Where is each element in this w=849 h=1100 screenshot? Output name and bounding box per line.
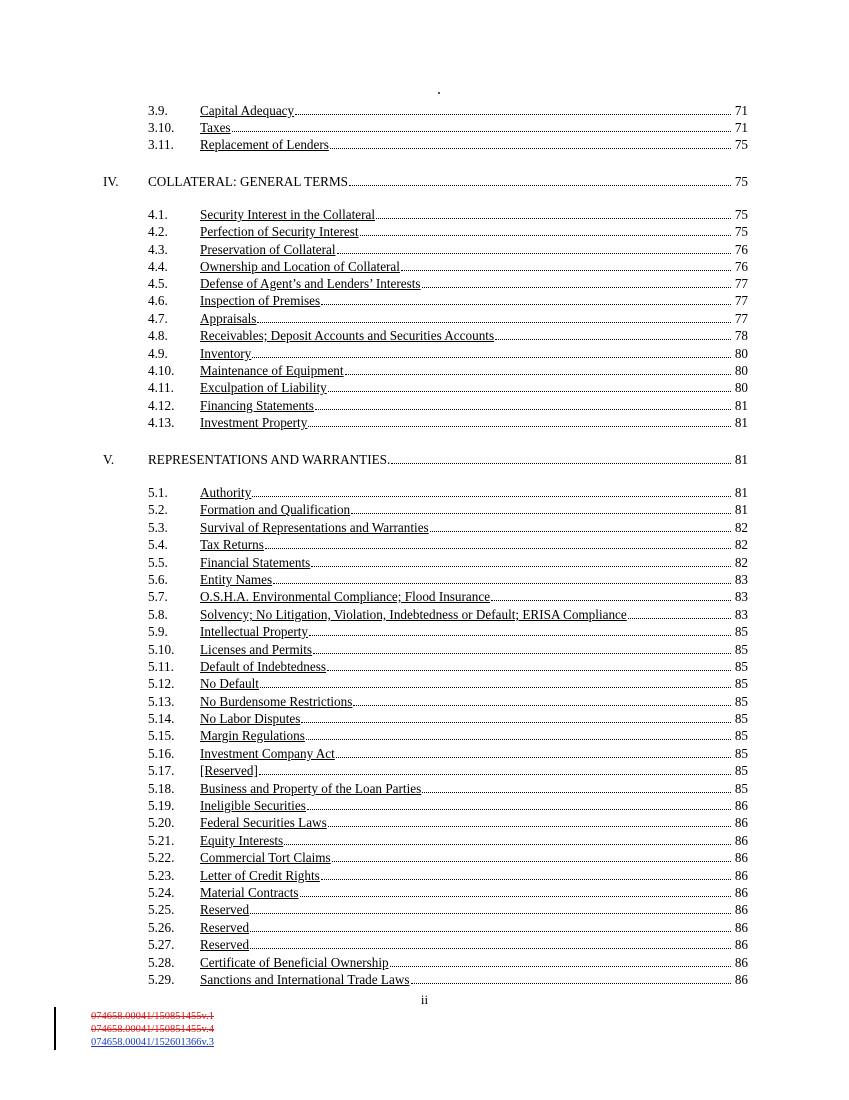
entry-title[interactable]: Ownership and Location of Collateral: [200, 259, 400, 274]
entry-page: 81: [734, 485, 748, 500]
toc-section-heading-iv[interactable]: [103, 172, 748, 189]
entry-number: 5.18.: [148, 781, 175, 796]
entry-number: 5.27.: [148, 937, 175, 952]
dot-leader: [321, 879, 731, 880]
toc-entry[interactable]: [148, 257, 748, 274]
entry-number: 5.14.: [148, 711, 175, 726]
entry-number: 5.23.: [148, 868, 175, 883]
entry-page: 82: [734, 555, 748, 570]
entry-title[interactable]: Replacement of Lenders: [200, 137, 329, 152]
entry-title[interactable]: Solvency; No Litigation, Violation, Indebtedness or Default; ERISA Compliance: [200, 607, 627, 622]
dot-leader: [422, 287, 731, 288]
entry-page: 82: [734, 537, 748, 552]
dot-leader: [321, 304, 731, 305]
entry-page: 80: [734, 363, 748, 378]
toc-entry[interactable]: [148, 587, 748, 604]
entry-page: 85: [734, 728, 748, 743]
entry-number: 4.5.: [148, 276, 168, 291]
entry-title[interactable]: Maintenance of Equipment: [200, 363, 344, 378]
dot-leader: [259, 774, 731, 775]
entry-number: 5.21.: [148, 833, 175, 848]
current-document-id[interactable]: 074658.00041/152601366v.3: [91, 1037, 214, 1048]
section-title[interactable]: COLLATERAL: GENERAL TERMS: [148, 174, 349, 189]
dot-leader: [307, 809, 731, 810]
entry-page: 71: [734, 120, 748, 135]
entry-title[interactable]: Reserved: [200, 937, 250, 952]
toc-entry[interactable]: [148, 883, 748, 900]
toc-entry[interactable]: [148, 692, 748, 709]
entry-page: 81: [734, 502, 748, 517]
toc-entry[interactable]: [148, 309, 748, 326]
dot-leader: [390, 966, 731, 967]
entry-page: 86: [734, 955, 748, 970]
dot-leader: [411, 983, 732, 984]
section-page: 75: [734, 174, 748, 189]
toc-section-heading-v[interactable]: [103, 450, 748, 467]
dot-leader: [313, 653, 731, 654]
entry-title[interactable]: Financing Statements: [200, 398, 314, 413]
entry-page: 85: [734, 781, 748, 796]
entry-title[interactable]: Default of Indebtedness: [200, 659, 326, 674]
dot-leader: [300, 896, 731, 897]
entry-page: 86: [734, 815, 748, 830]
toc-entry[interactable]: [148, 726, 748, 743]
entry-page: 83: [734, 607, 748, 622]
entry-page: 75: [734, 207, 748, 222]
dot-leader: [401, 270, 731, 271]
dot-leader: [273, 583, 731, 584]
entry-number: 4.8.: [148, 328, 168, 343]
toc-entry[interactable]: [148, 622, 748, 639]
entry-number: 4.9.: [148, 346, 168, 361]
entry-title[interactable]: Equity Interests: [200, 833, 284, 848]
dot-leader: [306, 739, 731, 740]
section-number: V.: [103, 452, 115, 467]
toc-entry[interactable]: [148, 605, 748, 622]
section-title[interactable]: REPRESENTATIONS AND WARRANTIES.: [148, 452, 391, 467]
entry-page: 86: [734, 920, 748, 935]
dot-leader: [257, 322, 731, 323]
entry-number: 3.11.: [148, 137, 174, 152]
entry-title[interactable]: Inventory: [200, 346, 252, 361]
entry-title[interactable]: Taxes: [200, 120, 231, 135]
entry-number: 5.26.: [148, 920, 175, 935]
entry-number: 5.2.: [148, 502, 168, 517]
dot-leader: [349, 185, 731, 186]
entry-page: 80: [734, 346, 748, 361]
toc-entry[interactable]: [148, 101, 748, 118]
entry-page: 85: [734, 746, 748, 761]
deleted-document-id: 074658.00041/150851455v.1: [91, 1011, 214, 1022]
entry-number: 5.16.: [148, 746, 175, 761]
entry-page: 85: [734, 642, 748, 657]
toc-entry[interactable]: [148, 796, 748, 813]
dot-leader: [360, 235, 731, 236]
dot-leader: [376, 218, 731, 219]
dot-leader: [309, 635, 731, 636]
entry-number: 4.12.: [148, 398, 175, 413]
dot-leader: [250, 931, 731, 932]
entry-page: 86: [734, 937, 748, 952]
entry-number: 4.6.: [148, 293, 168, 308]
entry-number: 5.19.: [148, 798, 175, 813]
dot-leader: [265, 548, 731, 549]
dot-leader: [327, 670, 731, 671]
toc-entry[interactable]: [148, 570, 748, 587]
entry-number: 5.12.: [148, 676, 175, 691]
entry-number: 4.2.: [148, 224, 168, 239]
entry-page: 82: [734, 520, 748, 535]
entry-page: 81: [734, 415, 748, 430]
entry-title[interactable]: Receivables; Deposit Accounts and Securities Accounts: [200, 328, 495, 343]
toc-entry[interactable]: [148, 483, 748, 500]
dot-leader: [330, 148, 731, 149]
entry-title[interactable]: No Labor Disputes: [200, 711, 301, 726]
dot-leader: [328, 391, 731, 392]
entry-page: 83: [734, 589, 748, 604]
toc-entry[interactable]: [148, 831, 748, 848]
dot-leader: [295, 114, 731, 115]
entry-number: 5.17.: [148, 763, 175, 778]
entry-number: 3.9.: [148, 103, 168, 118]
entry-number: 5.20.: [148, 815, 175, 830]
entry-page: 85: [734, 694, 748, 709]
toc-entry[interactable]: [148, 291, 748, 308]
section-number: IV.: [103, 174, 119, 189]
dot-leader: [351, 513, 731, 514]
dot-leader: [491, 600, 731, 601]
dot-leader: [337, 253, 732, 254]
entry-number: 5.10.: [148, 642, 175, 657]
toc-entry[interactable]: [148, 344, 748, 361]
dot-leader: [250, 913, 731, 914]
toc-entry[interactable]: [148, 953, 748, 970]
deleted-document-id: 074658.00041/150851455v.4: [91, 1024, 214, 1035]
entry-title[interactable]: Federal Securities Laws: [200, 815, 327, 830]
toc-entry[interactable]: [148, 709, 748, 726]
entry-title[interactable]: Authority: [200, 485, 252, 500]
entry-title[interactable]: Survival of Representations and Warranties: [200, 520, 429, 535]
entry-title[interactable]: Perfection of Security Interest: [200, 224, 359, 239]
entry-title[interactable]: Formation and Qualification: [200, 502, 351, 517]
section-page: 81: [734, 452, 748, 467]
toc-entry[interactable]: [148, 413, 748, 430]
entry-title[interactable]: Reserved: [200, 920, 250, 935]
entry-number: 5.25.: [148, 902, 175, 917]
entry-page: 85: [734, 763, 748, 778]
entry-title[interactable]: Sanctions and International Trade Laws: [200, 972, 410, 987]
entry-page: 81: [734, 398, 748, 413]
toc-entry[interactable]: [148, 640, 748, 657]
entry-number: 5.1.: [148, 485, 168, 500]
stray-dot: [438, 92, 440, 94]
entry-title[interactable]: Intellectual Property: [200, 624, 309, 639]
entry-title[interactable]: Financial Statements: [200, 555, 311, 570]
entry-title[interactable]: Licenses and Permits: [200, 642, 313, 657]
entry-page: 76: [734, 242, 748, 257]
entry-page: 86: [734, 798, 748, 813]
toc-entry[interactable]: [148, 205, 748, 222]
entry-number: 5.3.: [148, 520, 168, 535]
toc-entry[interactable]: [148, 240, 748, 257]
entry-number: 5.29.: [148, 972, 175, 987]
entry-number: 5.7.: [148, 589, 168, 604]
toc-entry[interactable]: [148, 866, 748, 883]
toc-entry[interactable]: [148, 674, 748, 691]
entry-page: 85: [734, 624, 748, 639]
entry-title[interactable]: Ineligible Securities: [200, 798, 306, 813]
toc-entry[interactable]: [148, 900, 748, 917]
dot-leader: [252, 496, 731, 497]
entry-page: 75: [734, 137, 748, 152]
entry-title[interactable]: No Default: [200, 676, 259, 691]
dot-leader: [260, 687, 731, 688]
entry-number: 3.10.: [148, 120, 175, 135]
entry-title[interactable]: Commercial Tort Claims: [200, 850, 331, 865]
entry-page: 77: [734, 293, 748, 308]
dot-leader: [430, 531, 731, 532]
entry-number: 5.6.: [148, 572, 168, 587]
entry-page: 85: [734, 676, 748, 691]
toc-entry[interactable]: [148, 813, 748, 830]
dot-leader: [422, 792, 731, 793]
entry-title[interactable]: Defense of Agent’s and Lenders’ Interests: [200, 276, 421, 291]
entry-page: 86: [734, 850, 748, 865]
entry-page: 86: [734, 902, 748, 917]
entry-title[interactable]: [Reserved]: [200, 763, 258, 778]
entry-number: 5.28.: [148, 955, 175, 970]
dot-leader: [332, 861, 731, 862]
toc-entry[interactable]: [148, 500, 748, 517]
entry-title[interactable]: Margin Regulations: [200, 728, 305, 743]
dot-leader: [250, 948, 731, 949]
entry-page: 76: [734, 259, 748, 274]
entry-page: 86: [734, 868, 748, 883]
dot-leader: [336, 757, 731, 758]
entry-title[interactable]: No Burdensome Restrictions: [200, 694, 353, 709]
entry-number: 5.9.: [148, 624, 168, 639]
entry-page: 75: [734, 224, 748, 239]
toc-entry[interactable]: [148, 535, 748, 552]
dot-leader: [284, 844, 731, 845]
toc-entry[interactable]: [148, 378, 748, 395]
page-number: ii: [420, 992, 429, 1007]
toc-entry[interactable]: [148, 222, 748, 239]
toc-entry[interactable]: [148, 744, 748, 761]
entry-title[interactable]: Investment Property: [200, 415, 308, 430]
toc-entry[interactable]: [148, 518, 748, 535]
entry-number: 4.3.: [148, 242, 168, 257]
entry-title[interactable]: Reserved: [200, 902, 250, 917]
dot-leader: [308, 426, 731, 427]
dot-leader: [495, 339, 731, 340]
entry-title[interactable]: Material Contracts: [200, 885, 299, 900]
entry-title[interactable]: Capital Adequacy: [200, 103, 295, 118]
entry-number: 5.8.: [148, 607, 168, 622]
toc-entry[interactable]: [148, 361, 748, 378]
entry-title[interactable]: Tax Returns: [200, 537, 264, 552]
toc-entry[interactable]: [148, 761, 748, 778]
entry-number: 4.13.: [148, 415, 175, 430]
entry-page: 85: [734, 711, 748, 726]
entry-number: 5.13.: [148, 694, 175, 709]
entry-number: 5.24.: [148, 885, 175, 900]
toc-entry[interactable]: [148, 274, 748, 291]
entry-page: 85: [734, 659, 748, 674]
toc-entry[interactable]: [148, 779, 748, 796]
toc-entry[interactable]: [148, 396, 748, 413]
toc-entry[interactable]: [148, 918, 748, 935]
entry-title[interactable]: O.S.H.A. Environmental Compliance; Flood Insurance: [200, 589, 491, 604]
dot-leader: [628, 618, 731, 619]
dot-leader: [311, 566, 731, 567]
entry-number: 5.22.: [148, 850, 175, 865]
entry-number: 5.5.: [148, 555, 168, 570]
entry-number: 5.4.: [148, 537, 168, 552]
change-bar: [54, 1007, 56, 1050]
dot-leader: [301, 722, 731, 723]
dot-leader: [345, 374, 731, 375]
entry-page: 77: [734, 276, 748, 291]
entry-number: 5.11.: [148, 659, 174, 674]
entry-title[interactable]: Security Interest in the Collateral: [200, 207, 376, 222]
entry-number: 4.1.: [148, 207, 168, 222]
entry-page: 80: [734, 380, 748, 395]
entry-page: 86: [734, 972, 748, 987]
entry-page: 71: [734, 103, 748, 118]
toc-entry[interactable]: [148, 553, 748, 570]
dot-leader: [391, 463, 731, 464]
dot-leader: [315, 409, 731, 410]
entry-title[interactable]: Certificate of Beneficial Ownership: [200, 955, 389, 970]
entry-title[interactable]: Appraisals: [200, 311, 257, 326]
toc-entry[interactable]: [148, 118, 748, 135]
toc-entry[interactable]: [148, 970, 748, 987]
entry-number: 4.11.: [148, 380, 174, 395]
entry-page: 77: [734, 311, 748, 326]
entry-title[interactable]: Exculpation of Liability: [200, 380, 327, 395]
entry-page: 78: [734, 328, 748, 343]
entry-title[interactable]: Inspection of Premises: [200, 293, 321, 308]
dot-leader: [252, 357, 731, 358]
entry-title[interactable]: Entity Names: [200, 572, 273, 587]
dot-leader: [328, 826, 731, 827]
entry-page: 86: [734, 885, 748, 900]
toc-entry[interactable]: [148, 326, 748, 343]
entry-title[interactable]: Business and Property of the Loan Parties: [200, 781, 422, 796]
entry-number: 4.10.: [148, 363, 175, 378]
toc-entry[interactable]: [148, 657, 748, 674]
entry-title[interactable]: Investment Company Act: [200, 746, 335, 761]
entry-number: 5.15.: [148, 728, 175, 743]
entry-number: 4.7.: [148, 311, 168, 326]
entry-page: 86: [734, 833, 748, 848]
entry-page: 83: [734, 572, 748, 587]
toc-entry[interactable]: [148, 135, 748, 152]
entry-number: 4.4.: [148, 259, 168, 274]
dot-leader: [353, 705, 731, 706]
dot-leader: [232, 131, 731, 132]
toc-entry[interactable]: [148, 848, 748, 865]
entry-title[interactable]: Preservation of Collateral: [200, 242, 336, 257]
entry-title[interactable]: Letter of Credit Rights: [200, 868, 320, 883]
toc-entry[interactable]: [148, 935, 748, 952]
